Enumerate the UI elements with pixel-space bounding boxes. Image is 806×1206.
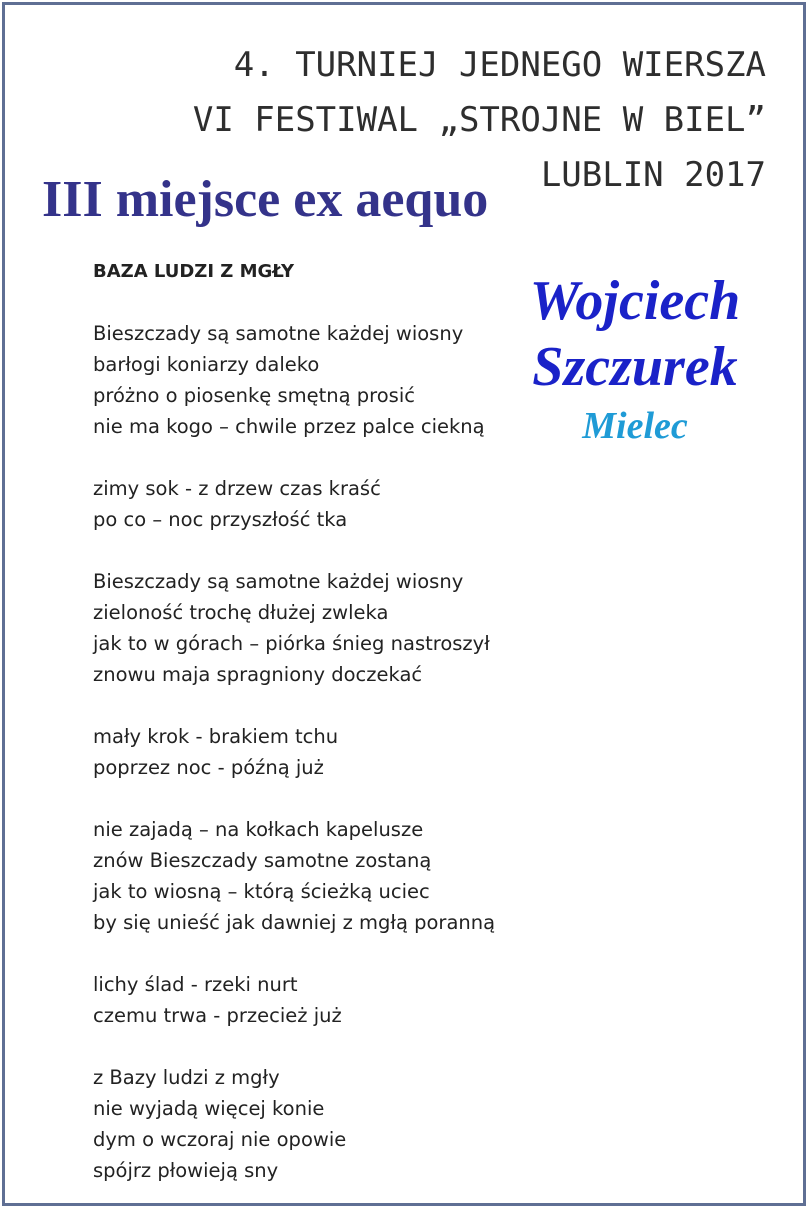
- header-line-event: 4. TURNIEJ JEDNEGO WIERSZA: [233, 45, 766, 85]
- poem-stanzas: [93, 318, 495, 1186]
- poem-verse: jak to w górach – piórka śnieg nastroszył: [93, 632, 490, 655]
- poem-stanza: [93, 566, 495, 690]
- poem-verse: znowu maja spragniony doczekać: [93, 663, 423, 686]
- poem-stanza: [93, 1062, 495, 1186]
- poem-title: BAZA LUDZI Z MGŁY: [93, 261, 295, 282]
- poem-verse: znów Bieszczady samotne zostaną: [93, 849, 432, 872]
- poem-verse: zieloność trochę dłużej zwleka: [93, 601, 389, 624]
- poem: [93, 256, 495, 1186]
- poem-verse: lichy ślad - rzeki nurt: [93, 973, 298, 996]
- poem-verse: by się unieść jak dawniej z mgłą poranną: [93, 911, 496, 934]
- poem-verse: barłogi koniarzy daleko: [93, 353, 320, 376]
- poem-verse: jak to wiosną – którą ścieżką uciec: [93, 880, 430, 903]
- poem-verse: próżno o piosenkę smętną prosić: [93, 384, 415, 407]
- poem-stanza: [93, 318, 495, 442]
- poem-verse: mały krok - brakiem tchu: [93, 725, 339, 748]
- poem-verse: Bieszczady są samotne każdej wiosny: [93, 322, 464, 345]
- poem-verse: po co – noc przyszłość tka: [93, 508, 348, 531]
- header-line-location-year: LUBLIN 2017: [540, 155, 766, 195]
- poem-verse: z Bazy ludzi z mgły: [93, 1066, 280, 1089]
- poem-stanza: [93, 473, 495, 535]
- author-first-name: Wojciech: [529, 270, 741, 332]
- poem-verse: Bieszczady są samotne każdej wiosny: [93, 570, 464, 593]
- poem-verse: nie zajadą – na kołkach kapelusze: [93, 818, 424, 841]
- poem-verse: czemu trwa - przecież już: [93, 1004, 342, 1027]
- poem-verse: dym o wczoraj nie opowie: [93, 1128, 347, 1151]
- poem-verse: nie ma kogo – chwile przez palce ciekną: [93, 415, 485, 438]
- author-city: Mielec: [582, 405, 688, 447]
- poem-verse: nie wyjadą więcej konie: [93, 1097, 325, 1120]
- author-last-name: Szczurek: [532, 336, 738, 398]
- poem-stanza: [93, 814, 495, 938]
- poem-stanza: [93, 721, 495, 783]
- header-line-festival: VI FESTIWAL „STROJNE W BIEL”: [192, 100, 766, 140]
- poem-verse: poprzez noc - późną już: [93, 756, 324, 779]
- award-title: III miejsce ex aequo: [42, 171, 489, 228]
- poem-verse: zimy sok - z drzew czas kraść: [93, 477, 381, 500]
- poem-stanza: [93, 969, 495, 1031]
- author-block: [520, 268, 750, 448]
- poem-verse: spójrz płowieją sny: [93, 1159, 279, 1182]
